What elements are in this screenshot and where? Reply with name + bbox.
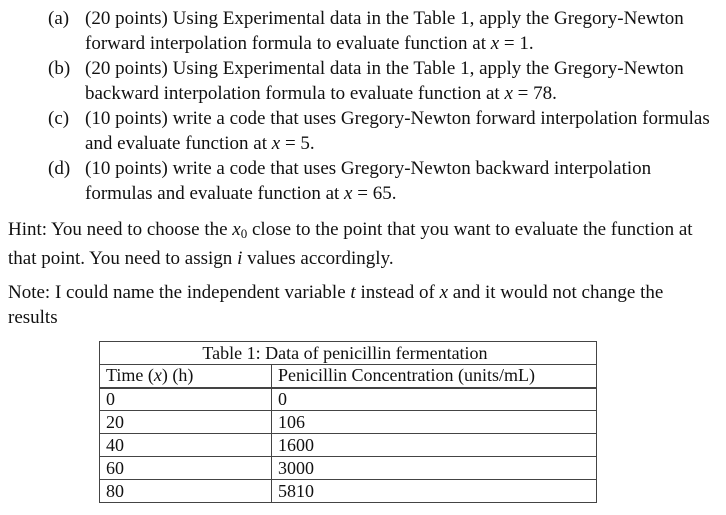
time-cell: 40 — [100, 434, 272, 457]
question-a — [48, 6, 718, 56]
time-cell: 0 — [100, 388, 272, 411]
note-paragraph — [8, 280, 708, 330]
concentration-cell: 106 — [272, 411, 597, 434]
concentration-cell: 5810 — [272, 480, 597, 503]
concentration-cell: 3000 — [272, 457, 597, 480]
question-text-end: = 78. — [512, 83, 557, 104]
question-label: (c) — [48, 108, 70, 129]
table-row — [100, 411, 597, 434]
question-c — [48, 106, 718, 156]
variable: x — [504, 83, 513, 104]
variable: i — [237, 248, 243, 269]
table-row — [100, 388, 597, 411]
hint-paragraph — [8, 217, 708, 271]
variable: t — [350, 282, 356, 303]
question-d — [48, 156, 718, 206]
time-cell: 60 — [100, 457, 272, 480]
variable: x — [232, 219, 241, 240]
table-row — [100, 457, 597, 480]
question-text-body: (10 points) write a code that uses Gregory-Newton forward interpolation formulas and evaluate function at — [85, 108, 710, 154]
question-text-body: (20 points) Using Experimental data in the Table 1, apply the Gregory-Newton backward interpolation formula to evaluate function at — [85, 58, 684, 104]
variable: x — [271, 133, 281, 154]
question-text — [85, 6, 718, 56]
time-cell: 20 — [100, 411, 272, 434]
question-text — [85, 156, 718, 206]
table-row — [100, 434, 597, 457]
column-header-time — [100, 365, 272, 388]
concentration-cell: 1600 — [272, 434, 597, 457]
question-text — [85, 56, 718, 106]
variable: x — [490, 33, 500, 54]
table-row — [100, 480, 597, 503]
table-caption-row — [100, 342, 597, 365]
note-text: Note: I could name the independent variable — [8, 282, 351, 303]
table-caption: Table 1: Data of penicillin fermentation — [100, 342, 597, 365]
header-text: Time ( — [106, 365, 154, 386]
variable: x — [153, 365, 162, 386]
note-text: and it would not change the results — [8, 282, 664, 328]
question-text-end: = 1. — [499, 33, 534, 54]
question-text — [85, 106, 718, 156]
question-label: (d) — [48, 158, 71, 179]
table-header-row — [100, 365, 597, 388]
question-text-end: = 5. — [280, 133, 315, 154]
hint-text: close to the point that you want to evaluate the function at that point. You need to assign — [8, 219, 693, 269]
question-label: (a) — [48, 8, 70, 29]
penicillin-data-table — [99, 341, 597, 503]
concentration-cell: 0 — [272, 388, 597, 411]
column-header-concentration: Penicillin Concentration (units/mL) — [272, 365, 597, 388]
note-text: instead of — [355, 282, 440, 303]
variable: x — [439, 282, 449, 303]
question-text-body: (20 points) Using Experimental data in the Table 1, apply the Gregory-Newton forward interpolation formula to evaluate function at — [85, 8, 684, 54]
hint-text: values accordingly. — [242, 248, 394, 269]
question-text-end: = 65. — [352, 183, 397, 204]
variable: x — [344, 183, 353, 204]
hint-text: Hint: You need to choose the — [8, 219, 233, 240]
header-text: ) (h) — [161, 365, 194, 386]
question-label: (b) — [48, 58, 71, 79]
subscript: 0 — [240, 226, 248, 241]
question-text-body: (10 points) write a code that uses Gregory-Newton backward interpolation formulas and evaluate function at — [85, 158, 652, 204]
question-b — [48, 56, 718, 106]
time-cell: 80 — [100, 480, 272, 503]
